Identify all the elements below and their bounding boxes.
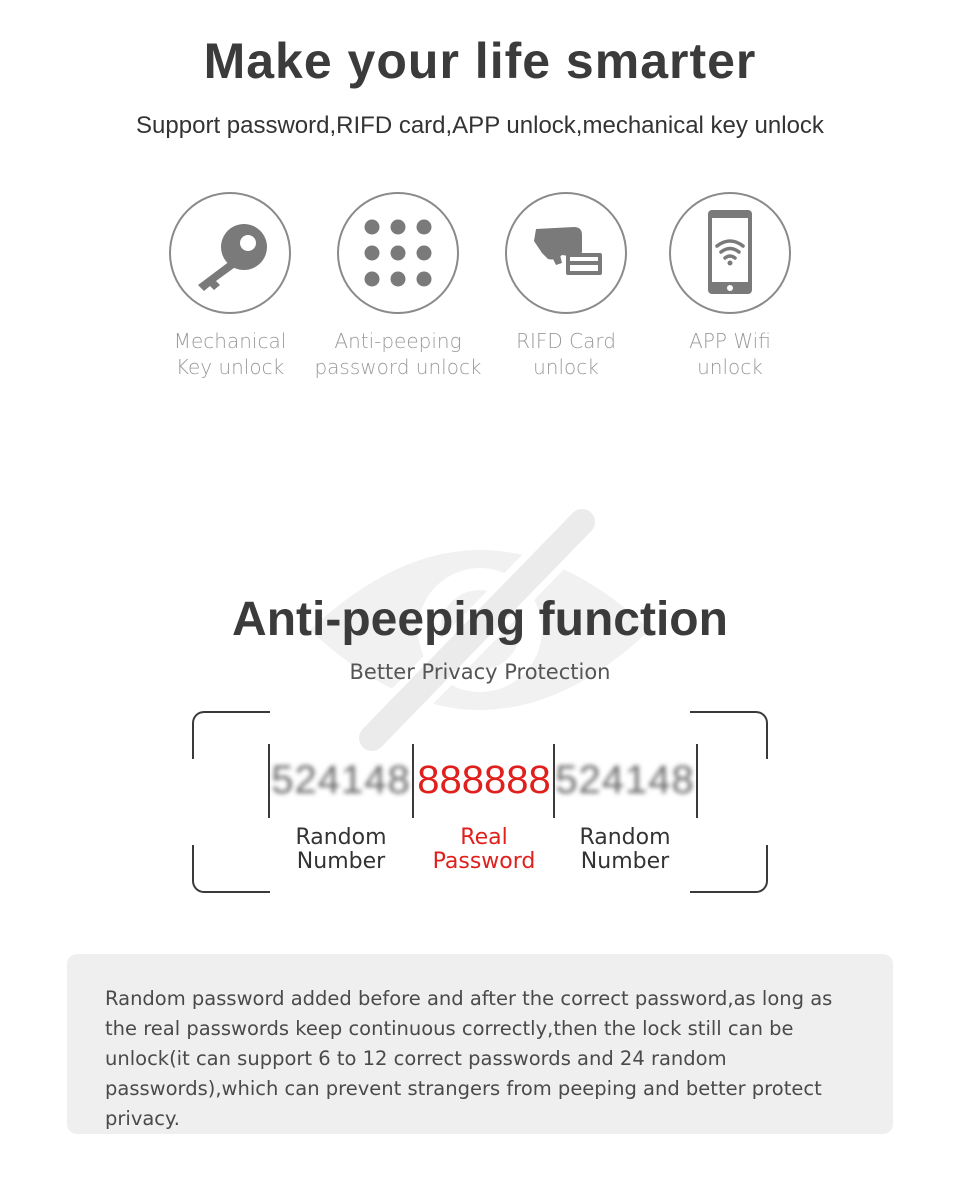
digit-separator (696, 744, 698, 818)
caption-line1: Random (295, 825, 387, 850)
frame-corner-bottom-right (690, 845, 768, 893)
random-number-caption-right (555, 826, 695, 874)
feature-label-line1: Mechanical (173, 329, 287, 353)
feature-label-line2: unlock (697, 355, 763, 379)
feature-circle (505, 192, 627, 314)
feature-circle (169, 192, 291, 314)
feature-label-line1: RIFD Card (516, 329, 616, 353)
description-text: Random password added before and after the correct password,as long as the real passwords keep continuous correctly,then the lock still can be unlock(it can support 6 to 12 correct passwords and 24 random passwords),which can prevent strangers from peeping and better protect privacy. (105, 987, 833, 1130)
feature-label-line2: unlock (533, 355, 599, 379)
feature-label-line2: password unlock (314, 355, 482, 379)
random-digits-right: 524148 (555, 758, 695, 802)
feature-label-line1: Anti-peeping (334, 329, 462, 353)
keypad-icon (358, 213, 438, 293)
digit-separator (268, 744, 270, 818)
real-password-digits: 888888 (417, 758, 551, 802)
frame-corner-top-left (192, 711, 270, 759)
frame-corner-top-right (690, 711, 768, 759)
caption-line1: Real (460, 825, 508, 850)
feature-app-wifi (630, 192, 830, 380)
anti-peeping-title: Anti-peeping function (232, 593, 728, 646)
feature-circle (337, 192, 459, 314)
frame-corner-bottom-left (192, 845, 270, 893)
phone-wifi-icon (700, 208, 760, 298)
card-icon (516, 213, 616, 293)
random-digits-left: 524148 (271, 758, 411, 802)
feature-label-line1: APP Wifi (689, 329, 771, 353)
random-number-caption-left (271, 826, 411, 874)
caption-line2: Number (580, 849, 670, 874)
caption-line2: Number (296, 849, 386, 874)
real-password-caption (414, 826, 554, 874)
caption-line2: Password (432, 849, 536, 874)
page-subtitle: Support password,RIFD card,APP unlock,mechanical key unlock (136, 112, 824, 139)
anti-peeping-subtitle: Better Privacy Protection (349, 660, 611, 684)
key-icon (180, 213, 280, 293)
caption-line1: Random (579, 825, 671, 850)
feature-circle (669, 192, 791, 314)
feature-label-line2: Key unlock (175, 355, 285, 379)
page-title: Make your life smarter (203, 33, 757, 89)
description-panel (67, 954, 893, 1134)
